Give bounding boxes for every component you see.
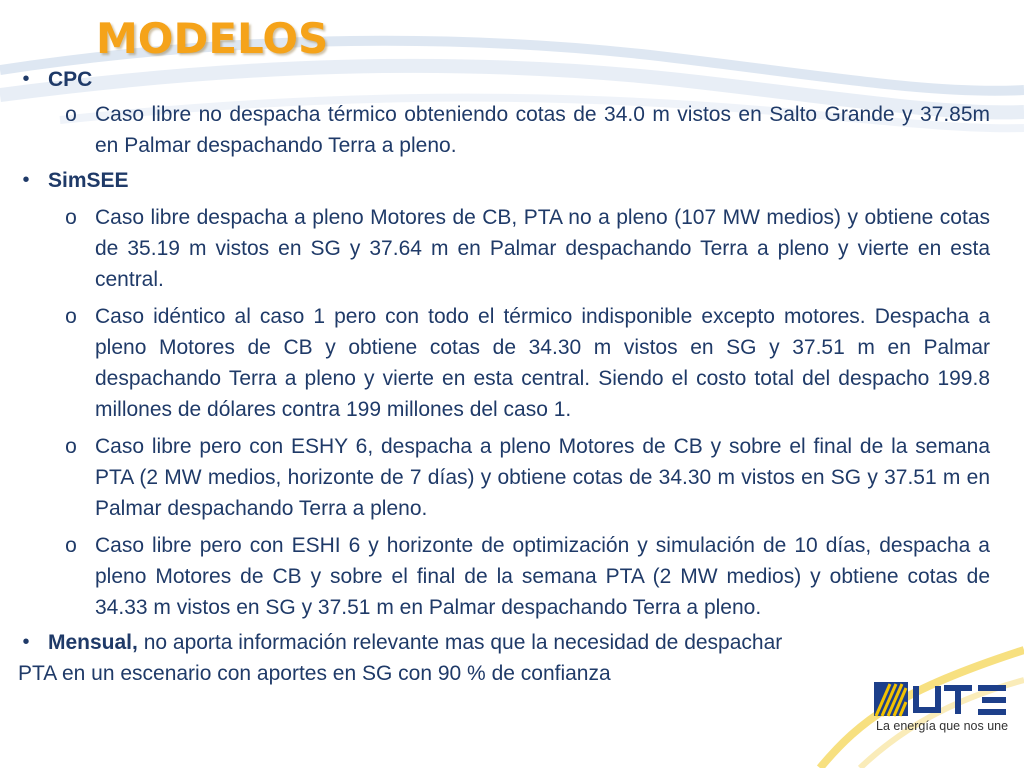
brand-tagline: La energía que nos une: [876, 719, 1009, 733]
section-label: SimSEE: [48, 169, 129, 192]
bullet-icon: •: [22, 68, 30, 90]
sub-bullet-icon: o: [65, 103, 77, 126]
sub-bullet-icon: o: [65, 435, 77, 458]
sub-bullet-icon: o: [65, 534, 77, 557]
ute-logo: [872, 676, 1012, 746]
section-cpc: [0, 64, 988, 95]
section-label: CPC: [48, 68, 93, 91]
list-item: [0, 431, 990, 524]
list-item-text: Caso idéntico al caso 1 pero con todo el térmico indisponible excepto motores. Despacha a pleno Motores de CB y obtiene cotas de 34.30 m vistos en SG y 37.51 m en Palmar despachando Terra a pleno y vierte en esta central. Siendo el costo total del despacho 199.8 millones de dólares contra 199 millones del caso 1.: [95, 305, 990, 421]
section-label: Mensual,: [48, 631, 138, 654]
page-title: MODELOS: [96, 14, 329, 63]
list-item-text: Caso libre no despacha térmico obteniendo cotas de 34.0 m vistos en Salto Grande y 37.85m en Palmar despachando Terra a pleno.: [95, 103, 990, 157]
list-item-text: Caso libre pero con ESHI 6 y horizonte de optimización y simulación de 10 días, despacha a pleno Motores de CB y sobre el final de la semana PTA (2 MW medios) y obtiene cotas de 34.33 m vistos en SG y 37.51 m en Palmar despachando Terra a pleno.: [95, 534, 990, 619]
list-item: [0, 530, 990, 623]
section-mensual: [0, 627, 988, 658]
sub-bullet-icon: o: [65, 305, 77, 328]
section-simsee: [0, 165, 988, 196]
bullet-icon: •: [22, 169, 30, 191]
list-item-text: Caso libre despacha a pleno Motores de CB, PTA no a pleno (107 MW medios) y obtiene cotas de 35.19 m vistos en SG y 37.64 m en Palmar despachando Terra a pleno y vierte en esta central.: [95, 206, 990, 291]
list-item: [0, 301, 990, 425]
list-item: [0, 202, 990, 295]
list-item-text: Caso libre pero con ESHY 6, despacha a pleno Motores de CB y sobre el final de la semana PTA (2 MW medios, horizonte de 7 días) y obtiene cotas de 34.30 m vistos en SG y 37.51 m en Palmar despachando Terra a pleno.: [95, 435, 990, 520]
section-continuation: PTA en un escenario con aportes en SG con 90 % de confianza: [18, 662, 611, 685]
section-text: no aporta información relevante mas que la necesidad de despachar: [137, 631, 783, 654]
sub-bullet-icon: o: [65, 206, 77, 229]
ute-stripes-icon: [872, 680, 1012, 720]
slide-content: [0, 64, 1024, 689]
bullet-icon: •: [22, 631, 30, 653]
list-item: [0, 99, 990, 161]
